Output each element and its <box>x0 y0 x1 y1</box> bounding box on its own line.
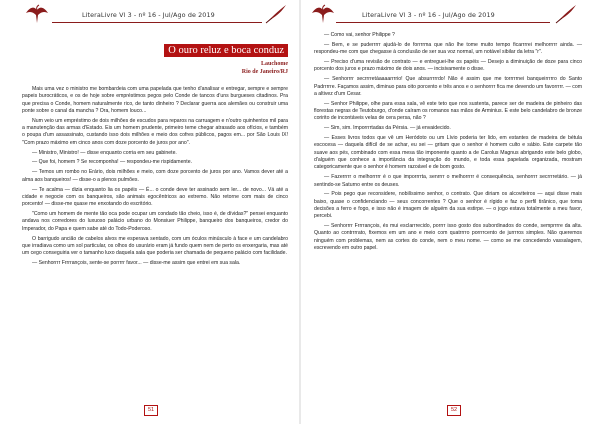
journal-title: LiteraLivre Vl 3 - nº 16 - Jul/Ago de 2019 <box>82 11 215 19</box>
quill-pen-icon <box>552 3 578 25</box>
paragraph: "Como um homem de mente tão oca pode ocupar um condado tão cheio, isso é, de dívidas?" pensei enquanto andava nos corredores do luxuoso palácio urbano do Monsiuer Philippe, banqueiro dos banqueiros, credor do Imperador, do Papa e quem sabe até do Todo-Poderoso. <box>22 211 288 232</box>
paragraph: — Que foi, homem ? Se recomponha! — respondeu-me rispidamente. <box>32 159 193 166</box>
page-header <box>22 0 288 30</box>
paragraph: — Pois pego que reconsidere, nobilíssimo senhor, o contrato. Que diriam os alcoviteiros — aqui disse mais baixo, quase o confidenciando — seus concorrentes ? Que o senhor é rígido e faz o perfil tirânico, que toma decisões a ferro e fogo, e isso não é imagem de alguém da sua estirpe. — o jogo estava totalmente a meu favor, percebi. <box>314 191 582 220</box>
phoenix-bird-icon <box>24 3 50 25</box>
header-rule <box>336 22 550 23</box>
paragraph: — Bem, e se puderrrrr ajudá-lo de forrrrma que não lhe tome muito tempo ficarrrrei melhorrrrr ainda. — respondeu-me com que chegasse à conclusão de ser sua voz normal, um notável sibilar da letra "r". <box>314 41 582 56</box>
byline <box>22 60 288 76</box>
paragraph: — Senhorrrr secrrrretáaaaarrrrio! Que absurrrrrdo! Não é assim que me torrrrrnei banqueirrrrro do Santo Padrrrrre. Façamos assim, diminuo para oito porcento e três anos e o senhorrrr fica me devendo um favorrrrr. — com a altivez d'um Cesar. <box>314 76 582 97</box>
journal-title: LiteraLivre Vl 3 - nº 16 - Jul/Ago de 2019 <box>362 11 495 19</box>
paragraph: — Preciso d'uma revisão de contrato — e entreguei-lhe os papéis — Desejo a diminuição de doze para cinco porcento dos juros e prazo máximo de dois anos. — incisivamente o disse. <box>314 59 582 73</box>
paragraph: — Como vai, senhor Philippe ? <box>324 32 395 38</box>
paragraph: — Fazerrrrr o melhorrrrr é o que imporrrrta, senrrrr o melhorrrrr é consequência, senhorrrr secrrrretário. — já sentindo-se Saturno entre os deuses. <box>314 174 582 188</box>
paragraph: O barrigudo ancião de cabelos alvos me esperava sentado, com um óculos minúsculo à face e um candelabro que irradiava como um sol particular, os olhos do usurário eram já fundo quem nem de perto os enxergaria, mas até um cego conseguiria ver o tamanho luxo daquela sala que poderia ser chamada de pequeno palácio com facilidade. <box>22 235 288 257</box>
quill-pen-icon <box>262 3 288 25</box>
paragraph: Mais uma vez o ministro me bombardeia com uma papelada que tenho d'analisar e entregar, sempre e sempre papeis burocráticos, e os de hoje sobre empréstimos pegos pelo Conde de tancos d'uns burgueses citadinos. Pra que precisa o Conde, homem naturalmente rico, de tanto dinheiro ? Declarar guerra aos alemães ou construir uma ponte sobre o canal da mancha ? Ora, homem louco... <box>22 86 288 114</box>
paragraph: — Temos um rombo no Erário, dois milhões e meio, com doze porcento de juros por ano. Vamos dever até a alma aos banqueiros! — disse-o a plenos pulmões. <box>22 169 288 183</box>
paragraph: — Sim, sim. Imporrrrtadas da Pérsia. — já envaidecido. <box>324 125 451 132</box>
paragraph: — Senhorrrr Frrrrançois, és mui esclarrrecido, porrrr isso gosto dos subordinados do conde, semprrrre da alta. Quanto ao contrrrrato, fixemos em um ano e meio com quatrrrro porrrrcento de jurrrros simples. Não queremos ninguém com problemas, nem as cortes do conde, nem o meu nome. — como se me concedendo vassalagem, escrevendo em outro papel. <box>314 223 582 252</box>
right-page <box>300 0 600 424</box>
author-location: Rio de Janeiro/RJ <box>241 69 288 75</box>
page-number: 52 <box>447 405 461 416</box>
article-title <box>22 44 288 57</box>
header-rule <box>52 22 262 23</box>
paragraph: — Te acalma — dizia enquanto lia os papéis — É... o conde deve ter assinado sem ler... de novo... Vá até a cidade e negocie com os banqueiros, são animais egocêntricos ao extremo. Não retorne com mais de cinco porcento! — disse-me quase me enxotando do escritório. <box>22 186 288 208</box>
phoenix-bird-icon <box>310 3 336 25</box>
paragraph: — Esses livros todos que vê um Heródoto ou um Lívio poderia ter lido, em estantes de madeira de bétula escocesa — daquela difícil de se achar, eu sei — gritam que o senhor é homem culto e sábio. Este carpete tão suave aos pés, combinado com essa mesa tão imponente quanto a de Carolus Magnus abrigando este belo globo, d'alguém que conhece a importância da integração do mundo, e toda essa papelada organizada, mostram categoricamente que o senhor é homem razoável e de bom gosto. <box>314 135 582 171</box>
paragraph: — Senhor Philippe, olhe para essa sala, vê este teto que nos sustenta, parece ser de madeira de pinheiro das florestas negras de Teutoburgo, d'onde caíram os romanos nas mãos de Arminius. E este belo candelabro de bronze coririto de incontáveis velas de cera persa, não ? <box>314 100 582 122</box>
article-title-text: O ouro reluz e boca conduz <box>164 44 288 57</box>
left-body-text <box>22 86 288 267</box>
author-name: Lauchome <box>261 61 288 67</box>
right-body-text <box>314 32 582 252</box>
page-header <box>314 0 582 30</box>
paragraph: Num veio um empréstimo de dois milhões de escudos para reparos na carruagem e n'outro quinhentos mil para a manutenção das armas d'Estado. Eis um homem prudente, primeiro teme chegar atrasado aos ofícios, e também o poupa d'um assassinato, custando isso dois milhões e meio dos cofres públicos, pagos em... por São Louis IX! "Com prazo máximo em cinco anos com doze porcento de juros por ano". <box>22 117 288 146</box>
paragraph: — Senhorrrr Frrrrançois, sente-se porrrrr favor... — disse-me assim que entrei em sua sala. <box>32 259 241 266</box>
paragraph: — Ministro, Ministro! — disse enquanto corria em seu gabinete. <box>32 149 177 156</box>
page-number: 51 <box>144 405 158 416</box>
